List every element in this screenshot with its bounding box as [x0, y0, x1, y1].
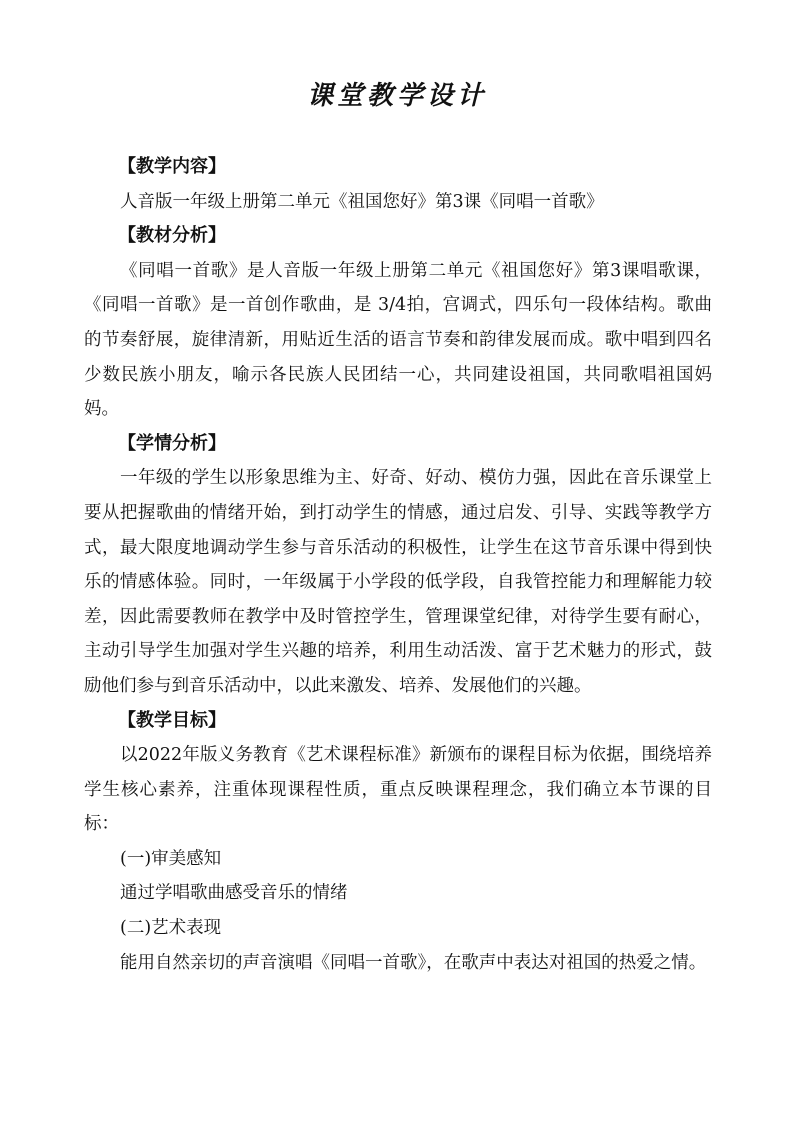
students-paragraph: 一年级的学生以形象思维为主、好奇、好动、模仿力强，因此在音乐课堂上要从把握歌曲的情绪开始，到打动学生的情感，通过启发、引导、实践等教学方式，最大限度地调动学生参与音乐活动的积极性，让学生在这节音乐课中得到快乐的情感体验。同时，一年级属于小学段的低学段，自我管控能力和理解能力较差，因此需要教师在教学中及时管控学生，管理课堂纪律，对待学生要有耐心，主动引导学生加强对学生兴趣的培养，利用生动活泼、富于艺术魅力的形式，鼓励他们参与到音乐活动中，以此来激发、培养、发展他们的兴趣。 — [84, 468, 712, 696]
goal-item-label: (二)艺术表现 — [120, 918, 222, 939]
goals-paragraph: 以2022年版义务教育《艺术课程标准》新颁布的课程目标为依据，围绕培养学生核心素养，注重体现课程性质，重点反映课程理念，我们确立本节课的目标： — [84, 745, 712, 835]
section-heading-goals: 【教学目标】 — [118, 709, 226, 731]
document-body — [84, 150, 712, 980]
section-heading-students: 【学情分析】 — [118, 432, 226, 454]
goal-item-label: (一)审美感知 — [120, 848, 222, 869]
material-paragraph: 《同唱一首歌》是人音版一年级上册第二单元《祖国您好》第3课唱歌课，《同唱一首歌》是一首创作歌曲，是 3/4拍，宫调式，四乐句一段体结构。歌曲的节奏舒展，旋律清新，用贴近生活的语言节奏和韵律发展而成。歌中唱到四名少数民族小朋友，喻示各民族人民团结一心，共同建设祖国，共同歌唱祖国妈妈。 — [84, 260, 712, 420]
document-title: 课堂教学设计 — [306, 81, 487, 111]
goal-item-text: 能用自然亲切的声音演唱《同唱一首歌》，在歌声中表达对祖国的热爱之情。 — [120, 952, 707, 973]
goal-item-text: 通过学唱歌曲感受音乐的情绪 — [120, 883, 348, 904]
section-heading-content: 【教学内容】 — [118, 156, 226, 177]
section-heading-material: 【教材分析】 — [118, 225, 226, 247]
content-text: 人音版一年级上册第二单元《祖国您好》第3课《同唱一首歌》 — [120, 191, 604, 212]
